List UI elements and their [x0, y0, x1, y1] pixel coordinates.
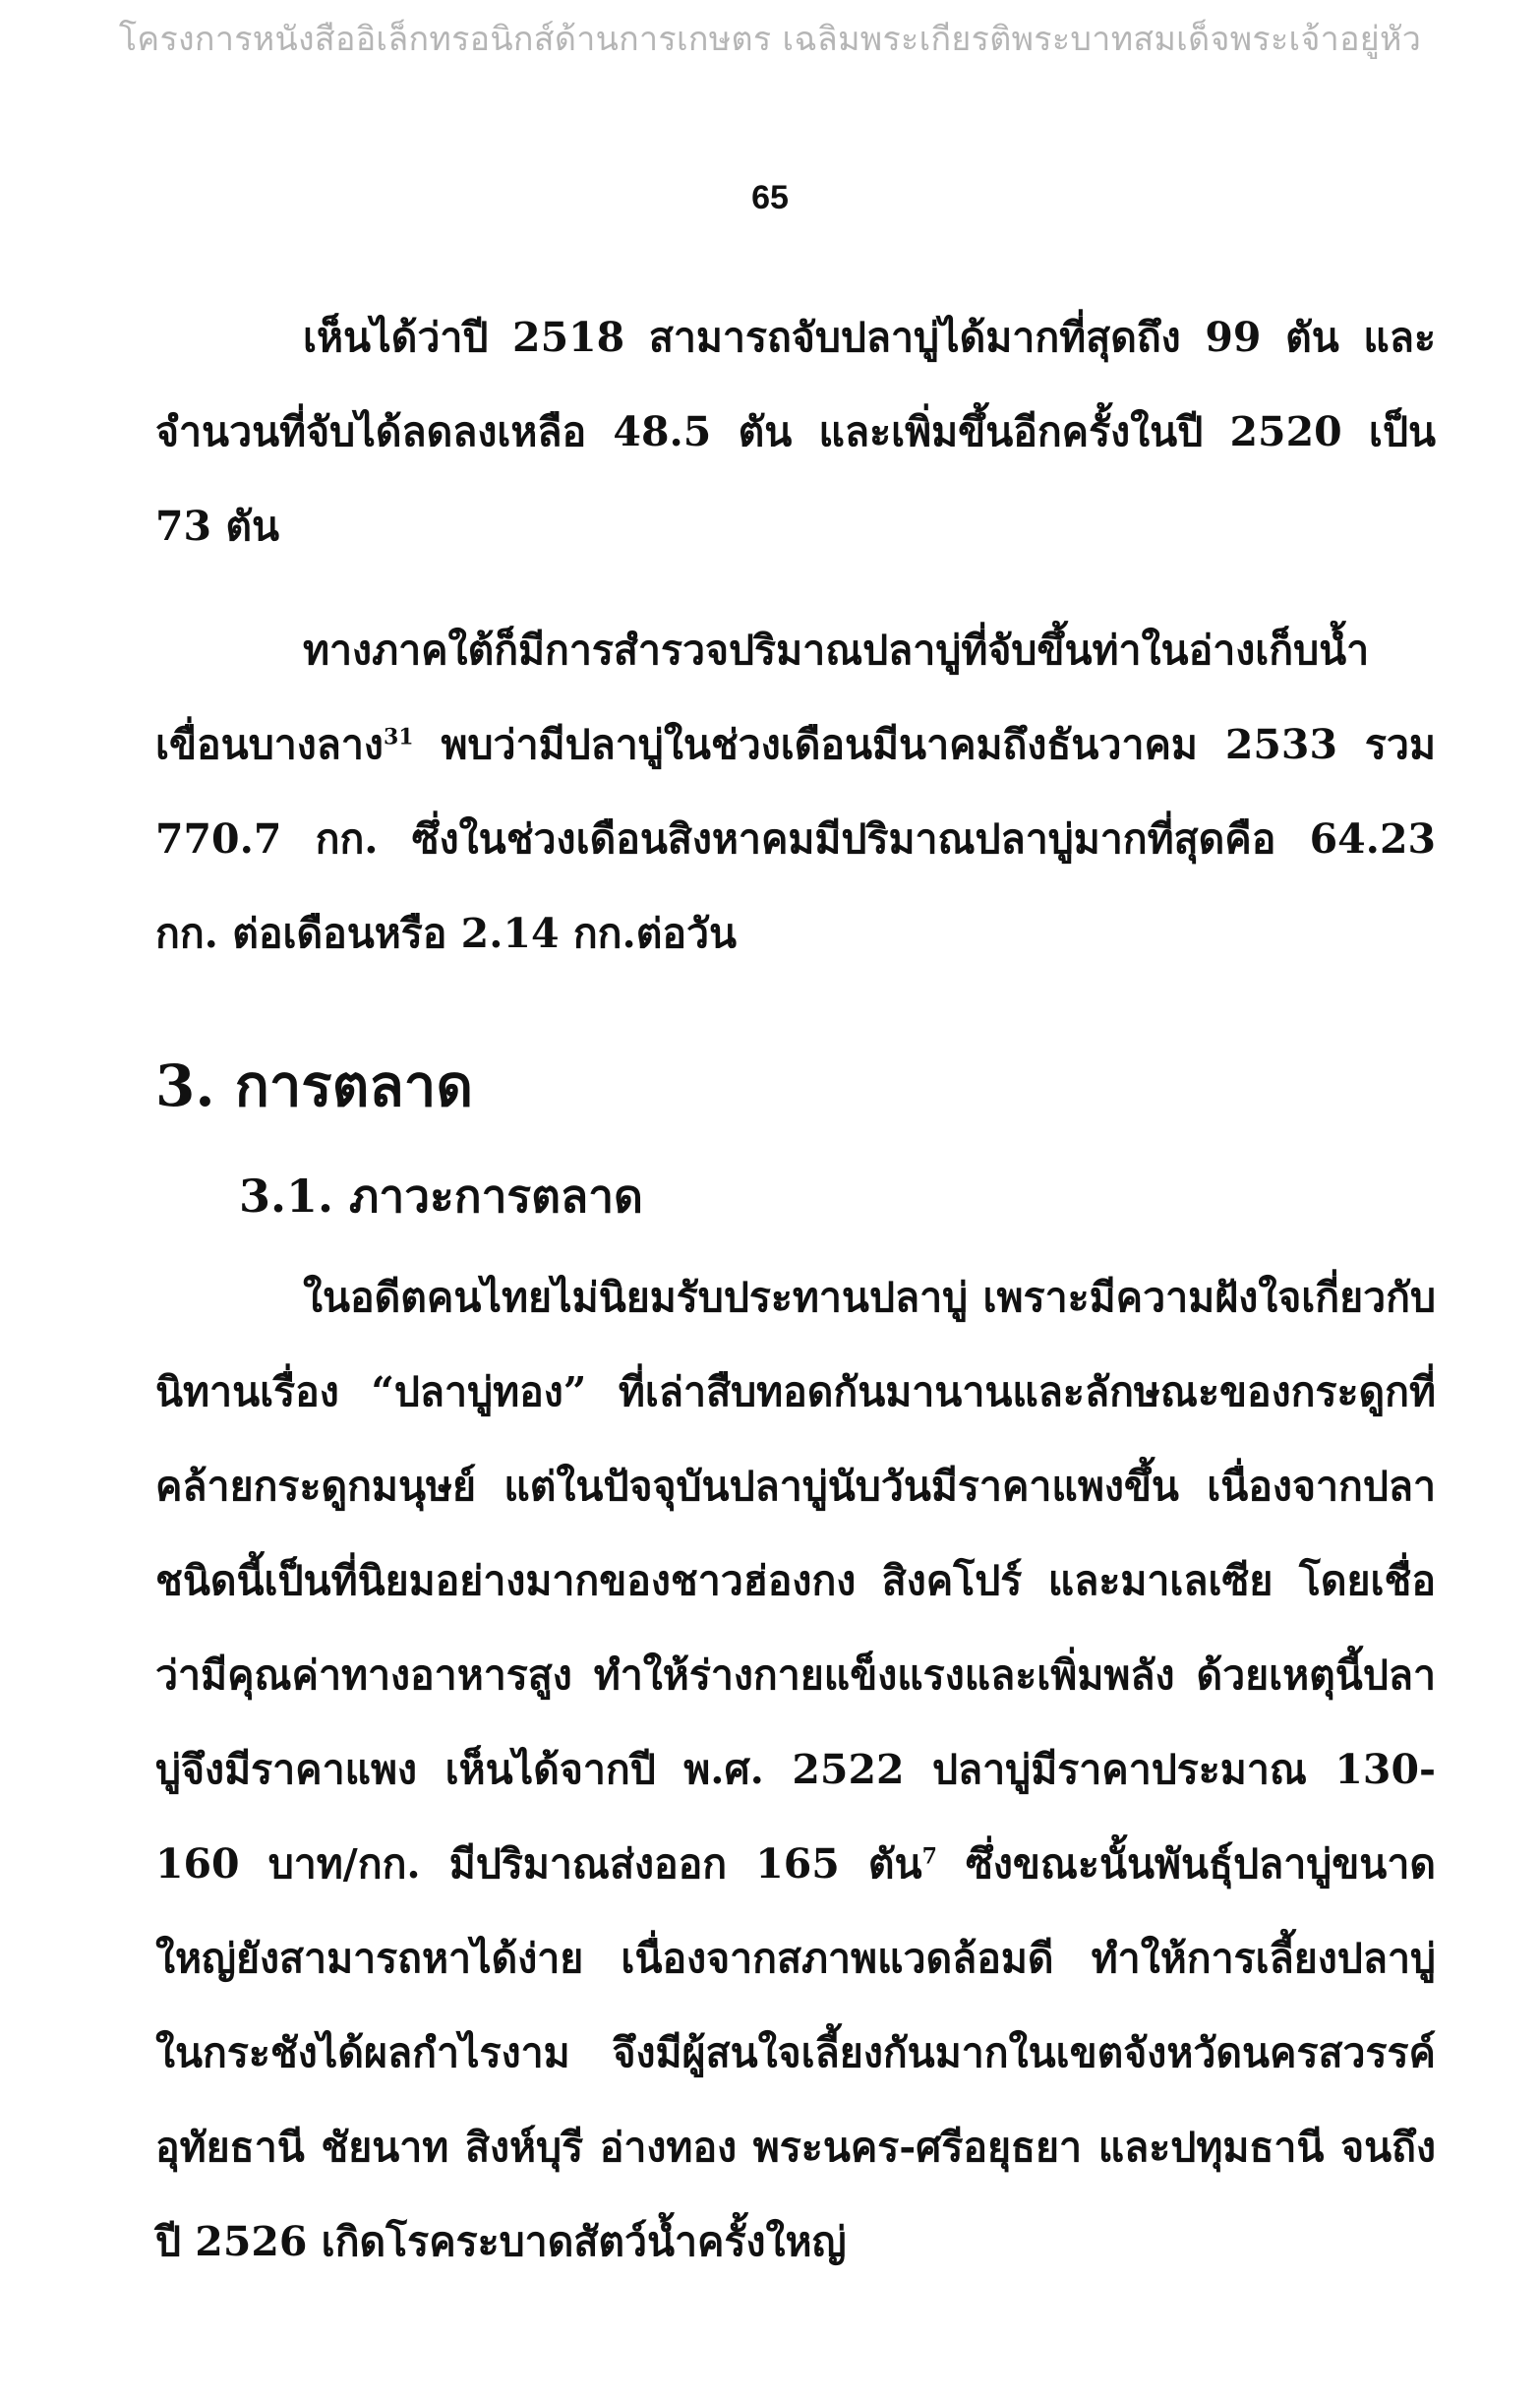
paragraph-southern-survey: [155, 603, 1436, 981]
paragraph-text: ในอดีตคนไทยไม่นิยมรับประทานปลาบู่ เพราะมีความฝังใจเกี่ยวกับนิทานเรื่อง “ปลาบู่ทอง” ที่เล่าสืบทอดกันมานานและลักษณะของกระดูกที่คล้ายกระดูกมนุษย์ แต่ในปัจจุบันปลาบู่นับวันมีราคาแพงขึ้น เนื่องจากปลาชนิดนี้เป็นที่นิยมอย่างมากของชาวฮ่องกง สิงคโปร์ และมาเลเซีย โดยเชื่อว่ามีคุณค่าทางอาหารสูง ทำให้ร่างกายแข็งแรงและเพิ่มพลัง ด้วยเหตุนี้ปลาบู่จึงมีราคาแพง เห็นได้จากปี พ.ศ. 2522 ปลาบู่มีราคาประมาณ 130-160 บาท/กก. มีปริมาณส่งออก 165 ตัน: [155, 1274, 1436, 1888]
section-heading-marketing: 3. การตลาด: [155, 1052, 474, 1119]
paragraph-text: ซึ่งขณะนั้นพันธุ์ปลาบู่ขนาดใหญ่ยังสามารถหาได้ง่าย เนื่องจากสภาพแวดล้อมดี ทำให้การเลี้ยงปลาบู่ในกระชังได้ผลกำไรงาม จึงมีผู้สนใจเลี้ยงกันมากในเขตจังหวัดนครสวรรค์ อุทัยธานี ชัยนาท สิงห์บุรี อ่างทอง พระนคร-ศรีอยุธยา และปทุมธานี จนถึงปี 2526 เกิดโรคระบาดสัตว์น้ำครั้งใหญ่: [155, 1840, 1436, 2265]
paragraph-catch-statistics: เห็นได้ว่าปี 2518 สามารถจับปลาบู่ได้มากที่สุดถึง 99 ตัน และจำนวนที่จับได้ลดลงเหลือ 48.5 ตัน และเพิ่มขึ้นอีกครั้งในปี 2520 เป็น 73 ตัน: [155, 314, 1436, 550]
paragraph-market-history: [155, 1250, 1436, 2289]
paragraph-text: ทางภาคใต้ก็มีการสำรวจปริมาณปลาบู่ที่จับขึ้นท่าในอ่างเก็บน้ำเขื่อนบางลาง: [155, 627, 1370, 768]
paragraph-text: พบว่ามีปลาบู่ในช่วงเดือนมีนาคมถึงธันวาคม 2533 รวม 770.7 กก. ซึ่งในช่วงเดือนสิงหาคมมีปริมาณปลาบู่มากที่สุดคือ 64.23 กก. ต่อเดือนหรือ 2.14 กก.ต่อวัน: [155, 721, 1436, 957]
footnote-reference: 7: [921, 1843, 937, 1870]
watermark-header: โครงการหนังสืออิเล็กทรอนิกส์ด้านการเกษตร เฉลิมพระเกียรติพระบาทสมเด็จพระเจ้าอยู่หัว: [118, 20, 1422, 59]
subsection-heading-market-conditions: 3.1. ภาวะการตลาด: [239, 1170, 643, 1223]
page-number: 65: [751, 179, 789, 216]
footnote-reference: 31: [383, 724, 414, 750]
page-body: [155, 290, 1436, 2289]
